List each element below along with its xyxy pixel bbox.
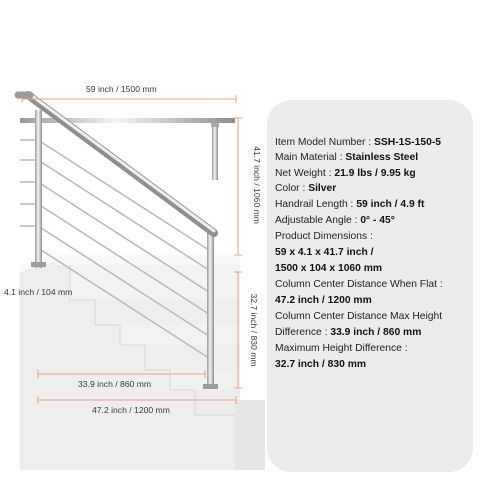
spec-model: Item Model Number : SSH-1S-150-5 <box>275 137 441 148</box>
dimension-column-distance-flat: 47.2 inch / 1200 mm <box>92 405 170 415</box>
spec-max-height-label: Maximum Height Difference : <box>275 343 408 354</box>
spec-dimensions-label: Product Dimensions : <box>275 231 373 242</box>
spec-column-max-label: Column Center Distance Max Height <box>275 311 443 322</box>
dimension-post-base: 4.1 inch / 104 mm <box>4 287 73 297</box>
handrail <box>18 93 214 233</box>
spec-adjustable-angle: Adjustable Angle : 0° - 45° <box>275 215 395 226</box>
spec-column-max-value: Difference : 33.9 inch / 860 mm <box>275 327 422 338</box>
spec-weight: Net Weight : 21.9 lbs / 9.95 kg <box>275 168 416 179</box>
spec-column-flat-label: Column Center Distance When Flat : <box>275 279 443 290</box>
spec-dimensions-inch: 59 x 4.1 x 41.7 inch / <box>275 247 374 258</box>
top-bar <box>20 118 235 123</box>
spec-dimensions-mm: 1500 x 104 x 1060 mm <box>275 263 383 274</box>
spec-color: Color : Silver <box>275 183 337 194</box>
spec-handrail-length: Handrail Length : 59 inch / 4.9 ft <box>275 199 425 210</box>
dimension-height-difference: 32.7 inch / 830 mm <box>249 293 259 367</box>
spec-material: Main Material : Stainless Steel <box>275 152 419 163</box>
dimension-column-distance-max: 33.9 inch / 860 mm <box>78 379 152 389</box>
dimension-total-height: 41.7 inch / 1060 mm <box>252 146 262 224</box>
spec-column-flat-value: 47.2 inch / 1200 mm <box>275 295 372 306</box>
spec-max-height-value: 32.7 inch / 830 mm <box>275 359 367 370</box>
dimension-top-width: 59 inch / 1500 mm <box>86 84 157 94</box>
